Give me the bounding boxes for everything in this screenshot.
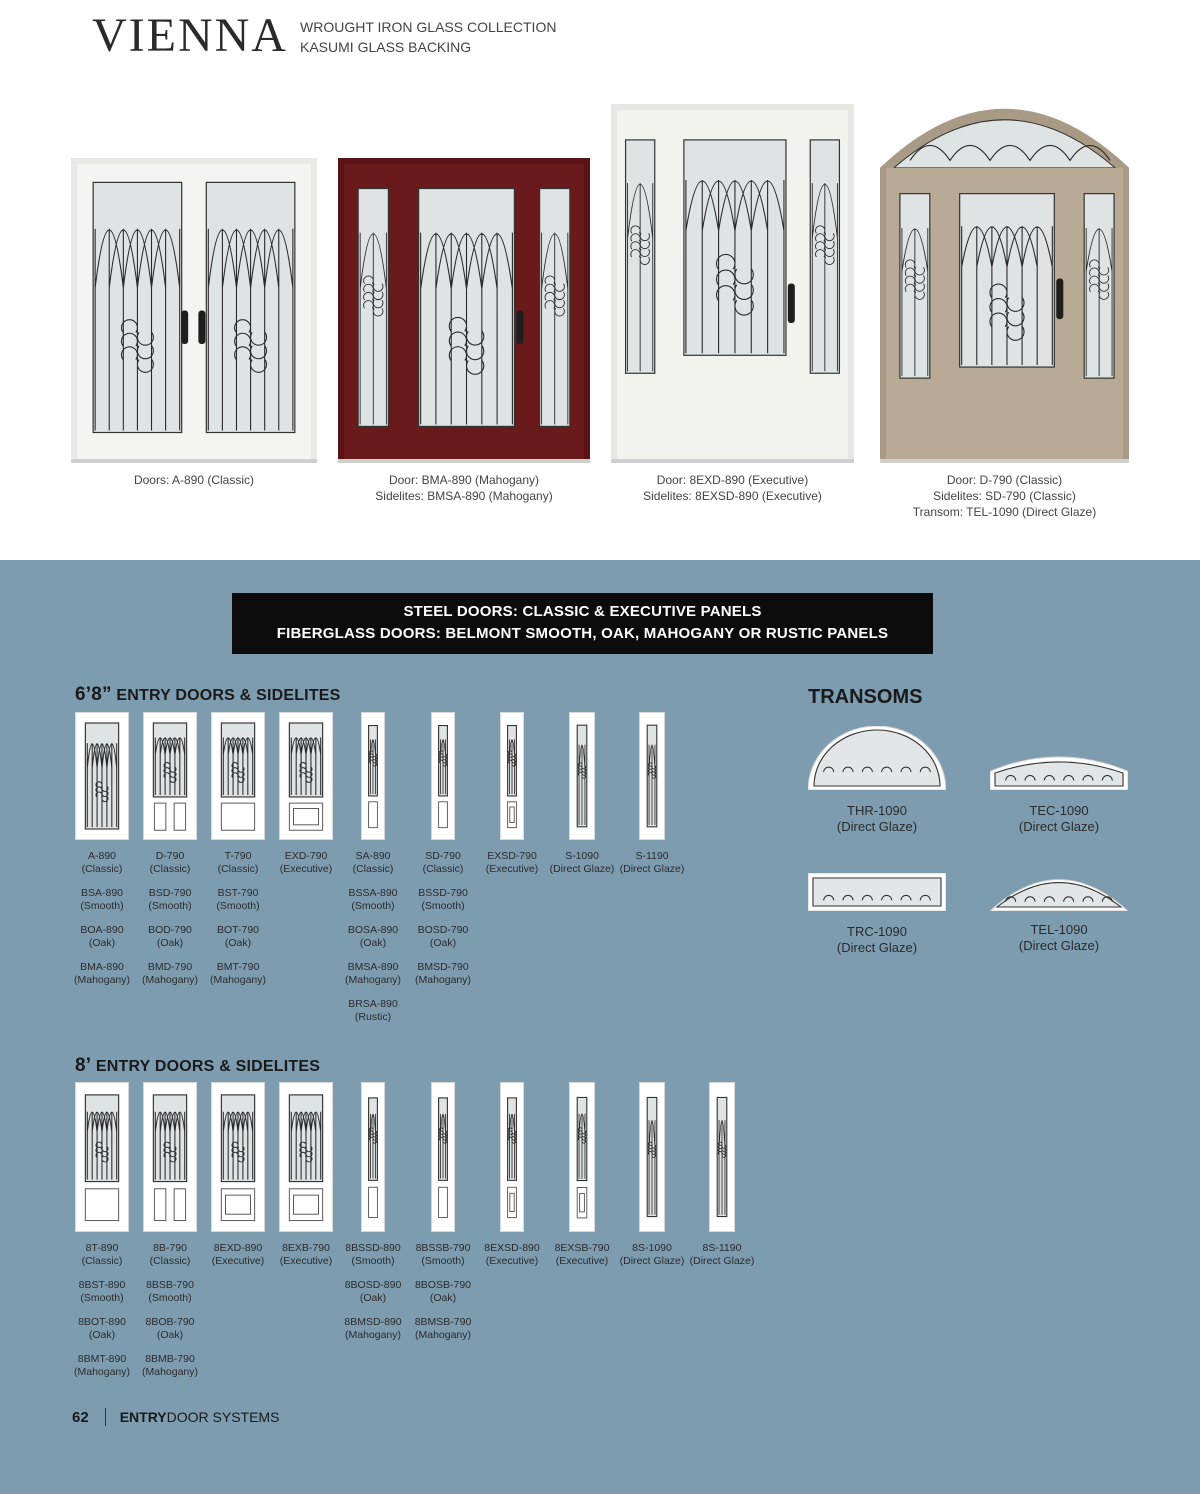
door-thumbnail xyxy=(212,713,264,839)
model-code: SA-890 (Classic) xyxy=(352,850,394,875)
model-code: 8BMSD-890 (Mahogany) xyxy=(344,1316,402,1341)
door-style-thumbnail xyxy=(500,1082,524,1232)
hero-photo-mahogany-door xyxy=(338,158,590,463)
transom-glaze-type: (Direct Glaze) xyxy=(1018,819,1100,834)
door-thumbnail xyxy=(362,1083,384,1231)
transom-caption xyxy=(817,803,937,835)
hero-caption-line: Transom: TEL-1090 (Direct Glaze) xyxy=(912,505,1097,519)
hero-caption xyxy=(611,472,854,504)
model-code: 8BSSD-890 (Smooth) xyxy=(345,1242,401,1267)
door-style-thumbnail xyxy=(361,1082,385,1232)
model-code-column xyxy=(542,1242,622,1279)
transom-thumbnail-half-round xyxy=(808,726,946,790)
transom-illustration xyxy=(808,726,946,790)
transom-caption xyxy=(999,922,1119,954)
door-style-thumbnail xyxy=(279,1082,333,1232)
door-thumbnail xyxy=(570,713,594,839)
model-code-column xyxy=(333,850,413,1035)
hero-caption xyxy=(71,472,317,488)
hero-caption xyxy=(880,472,1129,520)
door-style-thumbnail xyxy=(143,712,197,840)
transom-glaze-type: (Direct Glaze) xyxy=(1018,938,1100,953)
model-code: BSA-890 (Smooth) xyxy=(80,887,124,912)
hero-caption xyxy=(338,472,590,504)
model-code: BSSA-890 (Smooth) xyxy=(348,887,398,912)
model-code: SD-790 (Classic) xyxy=(422,850,464,875)
section-title-6-8 xyxy=(75,684,341,706)
section-title-size: 8’ xyxy=(75,1055,92,1076)
hero-caption-line: Door: BMA-890 (Mahogany) xyxy=(388,473,540,487)
model-code: BOSA-890 (Oak) xyxy=(347,924,399,949)
brand-subtitle xyxy=(300,17,556,57)
model-code: BMSA-890 (Mahogany) xyxy=(344,961,402,986)
page-number: 62 xyxy=(72,1408,89,1426)
hero-photo-double-door xyxy=(71,158,317,463)
model-code: 8BOB-790 (Oak) xyxy=(145,1316,195,1341)
model-code: BSSD-790 (Smooth) xyxy=(418,887,468,912)
model-code: 8EXD-890 (Executive) xyxy=(211,1242,265,1267)
footer-divider xyxy=(105,1408,106,1426)
model-code: 8EXB-790 (Executive) xyxy=(279,1242,333,1267)
door-thumbnail xyxy=(362,713,384,839)
door-thumbnail xyxy=(501,713,523,839)
door-style-thumbnail xyxy=(143,1082,197,1232)
model-code: BST-790 (Smooth) xyxy=(216,887,260,912)
model-code: BMD-790 (Mahogany) xyxy=(141,961,199,986)
door-illustration xyxy=(611,104,854,463)
section-title-size: 6’8” xyxy=(75,684,112,705)
transom-illustration xyxy=(990,878,1128,911)
transom-illustration xyxy=(990,756,1128,790)
model-code: EXD-790 (Executive) xyxy=(279,850,333,875)
door-thumbnail xyxy=(76,713,128,839)
model-code: 8BST-890 (Smooth) xyxy=(78,1279,126,1304)
model-code-column xyxy=(472,1242,552,1279)
hero-caption-line: Door: 8EXD-890 (Executive) xyxy=(656,473,809,487)
transom-thumbnail-eyebrow-flat xyxy=(990,756,1128,790)
door-style-thumbnail xyxy=(500,712,524,840)
model-code: T-790 (Classic) xyxy=(217,850,259,875)
door-illustration xyxy=(71,158,317,463)
hero-caption-line: Sidelites: BMSA-890 (Mahogany) xyxy=(375,489,553,503)
section-title-text: ENTRY DOORS & SIDELITES xyxy=(111,687,341,704)
door-style-thumbnail xyxy=(709,1082,735,1232)
model-code: 8BOT-890 (Oak) xyxy=(78,1316,126,1341)
hero-photo-transom-door xyxy=(880,94,1129,463)
model-code: 8S-1190 (Direct Glaze) xyxy=(689,1242,755,1267)
door-thumbnail xyxy=(144,1083,196,1231)
page-footer xyxy=(72,1408,279,1426)
door-style-thumbnail xyxy=(75,1082,129,1232)
transom-code: TEL-1090 xyxy=(1030,922,1088,937)
door-style-thumbnail xyxy=(211,1082,265,1232)
transom-glaze-type: (Direct Glaze) xyxy=(836,819,918,834)
banner-line-2: FIBERGLASS DOORS: BELMONT SMOOTH, OAK, MAHOGANY OR RUSTIC PANELS xyxy=(276,625,889,642)
model-code: 8EXSB-790 (Executive) xyxy=(554,1242,610,1267)
transom-glaze-type: (Direct Glaze) xyxy=(836,940,918,955)
model-code: BRSA-890 (Rustic) xyxy=(348,998,398,1023)
door-style-thumbnail xyxy=(211,712,265,840)
model-code: 8BMT-890 (Mahogany) xyxy=(73,1353,131,1378)
model-code: 8BOSD-890 (Oak) xyxy=(344,1279,402,1304)
hero-caption-line: Sidelites: 8EXSD-890 (Executive) xyxy=(643,489,822,503)
door-thumbnail xyxy=(501,1083,523,1231)
model-code: 8S-1090 (Direct Glaze) xyxy=(619,1242,685,1267)
model-code: BSD-790 (Smooth) xyxy=(148,887,192,912)
model-code: BMSD-790 (Mahogany) xyxy=(414,961,472,986)
door-style-thumbnail xyxy=(639,712,665,840)
model-code-column xyxy=(612,850,692,887)
section-title-text: ENTRY DOORS & SIDELITES xyxy=(91,1058,321,1075)
door-thumbnail xyxy=(710,1083,734,1231)
transom-code: TRC-1090 xyxy=(847,924,907,939)
door-style-thumbnail xyxy=(361,712,385,840)
transom-thumbnail-rectangle xyxy=(808,873,946,911)
model-code: S-1190 (Direct Glaze) xyxy=(619,850,685,875)
subtitle-line-1: WROUGHT IRON GLASS COLLECTION xyxy=(300,19,557,35)
transoms-title: TRANSOMS xyxy=(808,686,923,708)
door-style-thumbnail xyxy=(279,712,333,840)
door-thumbnail xyxy=(640,713,664,839)
model-code-column xyxy=(682,1242,762,1279)
material-banner xyxy=(232,593,933,654)
door-thumbnail xyxy=(76,1083,128,1231)
banner-line-1: STEEL DOORS: CLASSIC & EXECUTIVE PANELS xyxy=(403,603,762,620)
model-code: BMT-790 (Mahogany) xyxy=(209,961,267,986)
footer-brand-rest: DOOR SYSTEMS xyxy=(166,1409,280,1425)
model-code: A-890 (Classic) xyxy=(81,850,123,875)
model-code: 8T-890 (Classic) xyxy=(81,1242,123,1267)
hero-caption-line: Doors: A-890 (Classic) xyxy=(133,473,255,487)
model-code-column xyxy=(333,1242,413,1353)
door-style-thumbnail xyxy=(431,712,455,840)
door-thumbnail xyxy=(144,713,196,839)
door-thumbnail xyxy=(432,1083,454,1231)
door-illustration xyxy=(880,94,1129,463)
model-code: S-1090 (Direct Glaze) xyxy=(549,850,615,875)
door-thumbnail xyxy=(640,1083,664,1231)
transom-code: THR-1090 xyxy=(847,803,907,818)
model-code: BOD-790 (Oak) xyxy=(148,924,192,949)
door-thumbnail xyxy=(280,1083,332,1231)
door-style-thumbnail xyxy=(431,1082,455,1232)
model-code-column xyxy=(542,850,622,887)
brand-title: VIENNA xyxy=(92,9,288,62)
door-thumbnail xyxy=(432,713,454,839)
hero-photo-executive-door xyxy=(611,104,854,463)
footer-brand-bold: ENTRY xyxy=(119,1409,167,1425)
model-code-column xyxy=(403,1242,483,1353)
model-code-column xyxy=(403,850,483,998)
model-code: 8BSSB-790 (Smooth) xyxy=(415,1242,471,1267)
model-code: BOA-890 (Oak) xyxy=(80,924,124,949)
model-code: EXSD-790 (Executive) xyxy=(485,850,539,875)
model-code: D-790 (Classic) xyxy=(149,850,191,875)
transom-illustration xyxy=(808,873,946,911)
transom-thumbnail-elliptical xyxy=(990,878,1128,911)
model-code-column xyxy=(612,1242,692,1279)
model-code: 8EXSD-890 (Executive) xyxy=(484,1242,540,1267)
model-code: 8BMB-790 (Mahogany) xyxy=(141,1353,199,1378)
door-thumbnail xyxy=(212,1083,264,1231)
transom-caption xyxy=(999,803,1119,835)
door-thumbnail xyxy=(280,713,332,839)
door-style-thumbnail xyxy=(75,712,129,840)
door-style-thumbnail xyxy=(569,712,595,840)
transom-caption xyxy=(817,924,937,956)
model-code: 8B-790 (Classic) xyxy=(149,1242,191,1267)
door-illustration xyxy=(338,158,590,463)
model-code-column xyxy=(472,850,552,887)
model-code: BOSD-790 (Oak) xyxy=(417,924,469,949)
model-code: BOT-790 (Oak) xyxy=(216,924,260,949)
door-style-thumbnail xyxy=(639,1082,665,1232)
model-code: 8BMSB-790 (Mahogany) xyxy=(414,1316,472,1341)
subtitle-line-2: KASUMI GLASS BACKING xyxy=(300,39,472,55)
door-thumbnail xyxy=(570,1083,594,1231)
model-code: 8BOSB-790 (Oak) xyxy=(414,1279,472,1304)
hero-caption-line: Sidelites: SD-790 (Classic) xyxy=(933,489,1076,503)
model-code: 8BSB-790 (Smooth) xyxy=(146,1279,194,1304)
transom-code: TEC-1090 xyxy=(1029,803,1089,818)
model-code: BMA-890 (Mahogany) xyxy=(73,961,131,986)
hero-caption-line: Door: D-790 (Classic) xyxy=(946,473,1063,487)
section-title-8 xyxy=(75,1055,320,1077)
door-style-thumbnail xyxy=(569,1082,595,1232)
